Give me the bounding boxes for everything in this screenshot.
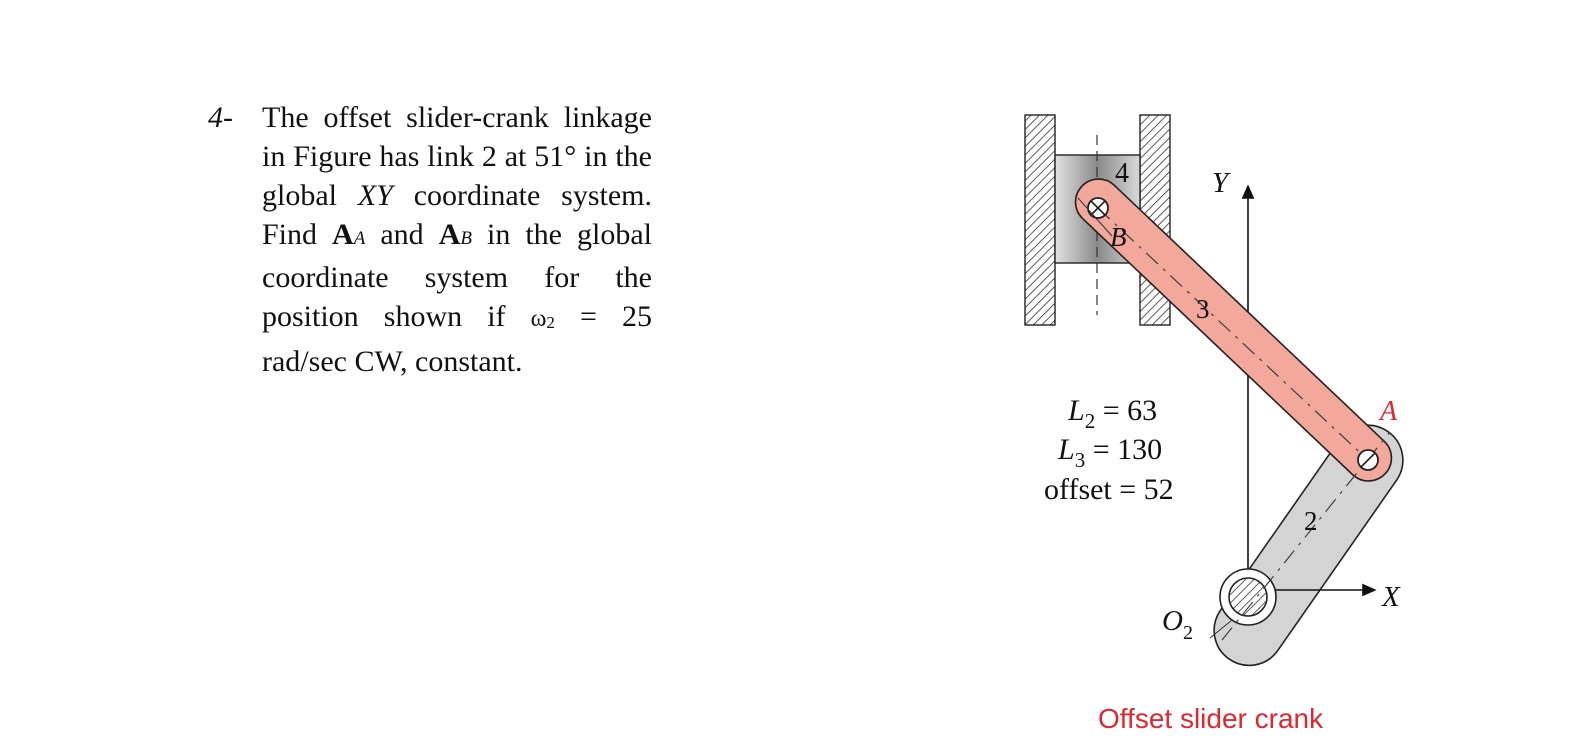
link-2-label: 2 [1304, 506, 1318, 536]
ground-pivot-label: $O_2$ [1162, 605, 1193, 644]
accel-b-subscript: B [460, 228, 472, 249]
y-axis-label: Y [1212, 167, 1229, 199]
ground-pivot-subscript: 2 [1182, 622, 1193, 644]
problem-number: 4- [208, 101, 233, 134]
figure-caption: Offset slider crank [1098, 703, 1324, 734]
problem-text-part-1: The offset slider-crank linkage in Figure has link 2 at 51° in the global [262, 101, 652, 212]
parameter-l3: $L_3 = 130$ [1058, 433, 1163, 472]
global-xy-label: XY [357, 179, 393, 212]
parameter-offset: offset = 52 [1044, 473, 1174, 506]
point-b-label: B [1110, 222, 1127, 252]
parameter-l3-subscript: 3 [1074, 448, 1086, 472]
problem-text-part-5: = 25 rad/sec CW, constant. [262, 300, 653, 378]
parameter-l2: $L_2 = 63$ [1068, 394, 1158, 433]
omega-symbol: $\omega_2$ [530, 306, 555, 332]
point-a-label: A [1380, 396, 1398, 427]
accel-a-subscript: A [353, 228, 366, 249]
x-axis-label: X [1382, 581, 1400, 613]
accel-b-symbol: AB [438, 218, 472, 251]
omega-subscript: 2 [546, 313, 555, 332]
link-4-label: 4 [1115, 158, 1129, 189]
problem-text-part-4: in the global coordinate system for the position shown if [262, 218, 652, 333]
problem-text-part-3: and [380, 218, 424, 251]
left-guide-rail [1025, 115, 1055, 325]
ground-pivot-hatched [1229, 578, 1267, 616]
problem-text-part-2: coordinate system. Find [262, 179, 652, 251]
link-3-label: 3 [1196, 294, 1210, 324]
accel-a-symbol: AA [332, 218, 366, 251]
parameter-l2-subscript: 2 [1084, 409, 1096, 433]
